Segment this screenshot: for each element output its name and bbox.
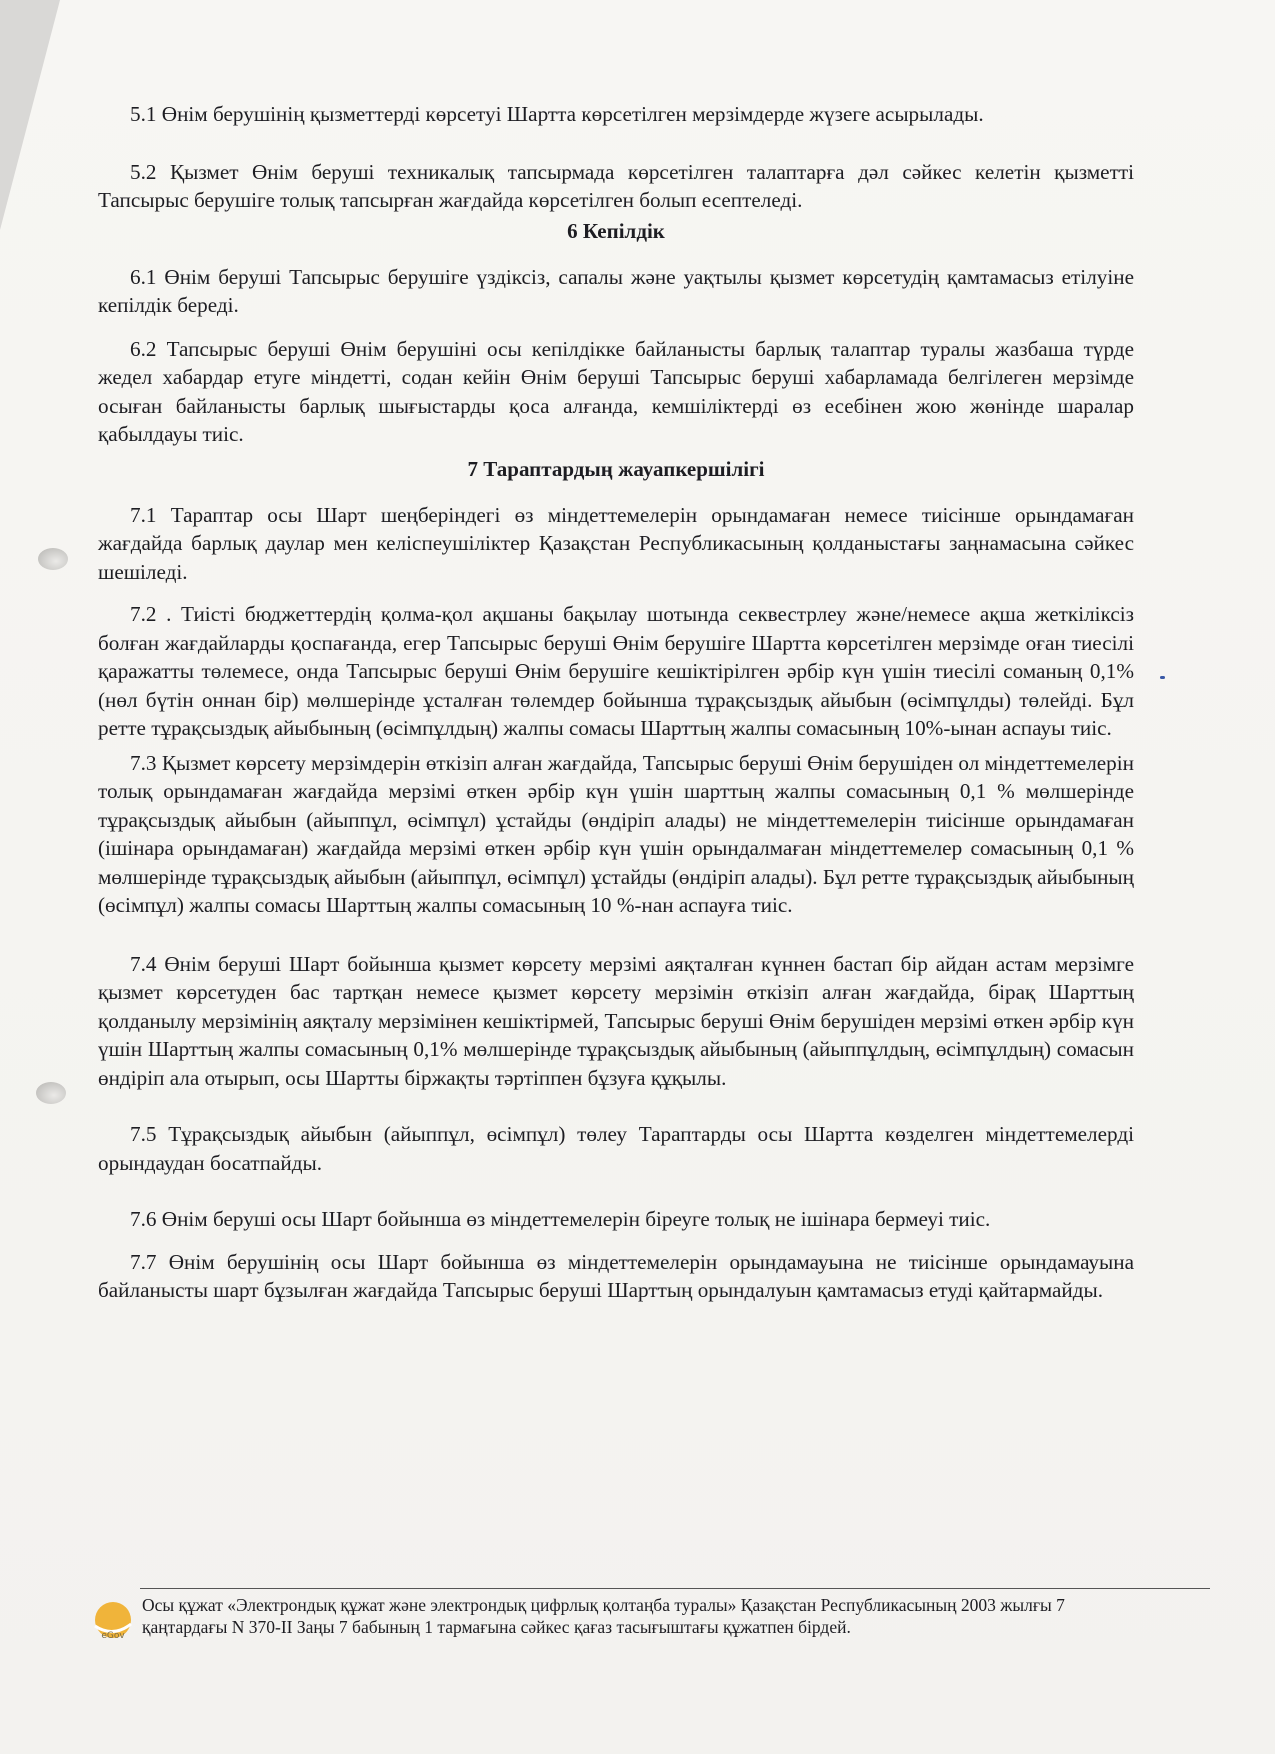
clause-7-3: 7.3 Қызмет көрсету мерзімдерін өткізіп алған жағдайда, Тапсырыс беруші Өнім берушіден ол міндеттемелерін толық орындамаған жағдайда мерзімі өткен әрбір күн үшін шарттың жалпы сомасының 0,1 % мөлшерінде тұрақсыздық айыбын (айыппұл, өсімпұл) ұстайды (өндіріп алады) не міндеттемелерін тиісінше орындамаған (ішінара орындамаған) жағдайда мерзімі өткен әрбір күн үшін орындалмаған міндеттемелер сомасының 0,1 % мөлшерінде тұрақсыздық айыбын (айыппұл, өсімпұл) ұстайды (өндіріп алады). Бұл ретте тұрақсыздық айыбының (өсімпұл) жалпы сомасы Шарттың жалпы сомасының 10 %-нан аспауға тиіс. [98,750,1134,917]
spacer [98,483,1134,501]
spacer [98,586,1134,600]
svg-text:eGov: eGov [101,1631,125,1641]
footer-divider [140,1588,1210,1589]
spacer [98,245,1134,263]
punch-hole [38,548,68,570]
spacer [98,1177,1134,1205]
spacer [98,129,1134,158]
clause-7-4: 7.4 Өнім беруші Шарт бойынша қызмет көрсету мерзімі аяқталған күннен бастап бір айдан астам мерзімге қызмет көрсетуден бас тартқан немесе қызмет көрсету мерзімін өткізіп алған жағдайда, бірақ Шарттың қолданылу мерзімінің аяқталу мерзімінен кешіктірмей, Тапсырыс беруші Өнім берушіден мерзімі өткен әрбір күн үшін Шарттың жалпы сомасының 0,1% мөлшерінде тұрақсыздық айыбының (айыппұлдың, өсімпұлдың) сомасын өндіріп ала отырып, осы Шартты біржақты тәртіппен бұзуға құқылы. [98,951,1134,1090]
clause-7-1: 7.1 Тараптар осы Шарт шеңберіндегі өз міндеттемелерін орындамаған немесе тиісінше орындамаған жағдайда барлық даулар мен келіспеушіліктер Қазақстан Республикасының қолданыстағы заңнамасына сәйкес шешіледі. [98,502,1134,584]
egov-logo-icon [90,1598,136,1644]
clause-7-6: 7.6 Өнім беруші осы Шарт бойынша өз міндеттемелерін біреуге толық не ішінара бермеуі тиіс. [130,1207,991,1231]
footer-legal-note: Осы құжат «Электрондық құжат және электрондық цифрлық қолтаңба туралы» Қазақстан Республикасының 2003 жылғы 7 қаңтардағы N 370-II Заңы 7 бабының 1 тармағына сәйкес қағаз тасығыштағы құжатпен бірдей. [142,1595,1065,1637]
folded-corner [0,0,60,230]
punch-hole [36,1082,66,1104]
section-7-title: 7 Тараптардың жауапкершілігі [467,456,765,481]
spacer [98,920,1134,950]
clause-7-5: 7.5 Тұрақсыздық айыбын (айыппұл, өсімпұл) төлеу Тараптарды осы Шартта көзделген міндеттемелерді орындаудан босатпайды. [98,1122,1134,1175]
clause-6-1: 6.1 Өнім беруші Тапсырыс берушіге үздіксіз, сапалы және уақтылы қызмет көрсетудің қамтамасыз етілуіне кепілдік береді. [98,264,1134,317]
clause-7-7: 7.7 Өнім берушінің осы Шарт бойынша өз міндеттемелерін орындамауына не тиісінше орындамауына байланысты шарт бұзылған жағдайда Тапсырыс беруші Шарттың орындалуын қамтамасыз етуді қайтармайды. [98,1249,1134,1302]
spacer [98,1092,1134,1120]
clause-6-2: 6.2 Тапсырыс беруші Өнім берушіні осы кепілдікке байланысты барлық талаптар туралы жазбаша түрде жедел хабардар етуге міндетті, содан кейін Өнім беруші Тапсырыс беруші хабарламада белгілеген мерзімде осыған байланысты барлық шығыстарды қоса алғанда, кемшіліктерді өз есебінен жою жөнінде шаралар қабылдауы тиіс. [98,336,1134,446]
section-6-title: 6 Кепілдік [567,218,665,243]
clause-7-2: 7.2 . Тиісті бюджеттердің қолма-қол ақшаны бақылау шотында секвестрлеу және/немесе ақша жеткіліксіз болған жағдайларды қоспағанда, егер Тапсырыс беруші Өнім берушіге Шартта көрсетілген мерзімде оған тиесілі қаражатты төлемесе, онда Тапсырыс беруші Өнім берушіге кешіктірілген әрбір күн үшін тиесілі соманың 0,1% (нөл бүтін оннан бір) мөлшерінде ұсталған төлемдер бойынша тұрақсыздық айыбын (өсімпұлды) төлейді. Бұл ретте тұрақсыздық айыбының (өсімпұлдың) жалпы сомасы Шарттың жалпы сомасының 10%-ынан аспауы тиіс. [98,602,1134,740]
clause-5-2: 5.2 Қызмет Өнім беруші техникалық тапсырмада көрсетілген талаптарға дәл сәйкес келетін қызметті Тапсырыс берушіге толық тапсырған жағдайда көрсетілген болып есептеледі. [98,159,1134,212]
spacer [98,1234,1134,1248]
ink-speck [1160,676,1165,679]
document-body [98,100,1134,1305]
clause-5-1: 5.1 Өнім берушінің қызметтерді көрсетуі Шартта көрсетілген мерзімдерде жүзеге асырылады. [130,102,984,126]
spacer [98,320,1134,335]
